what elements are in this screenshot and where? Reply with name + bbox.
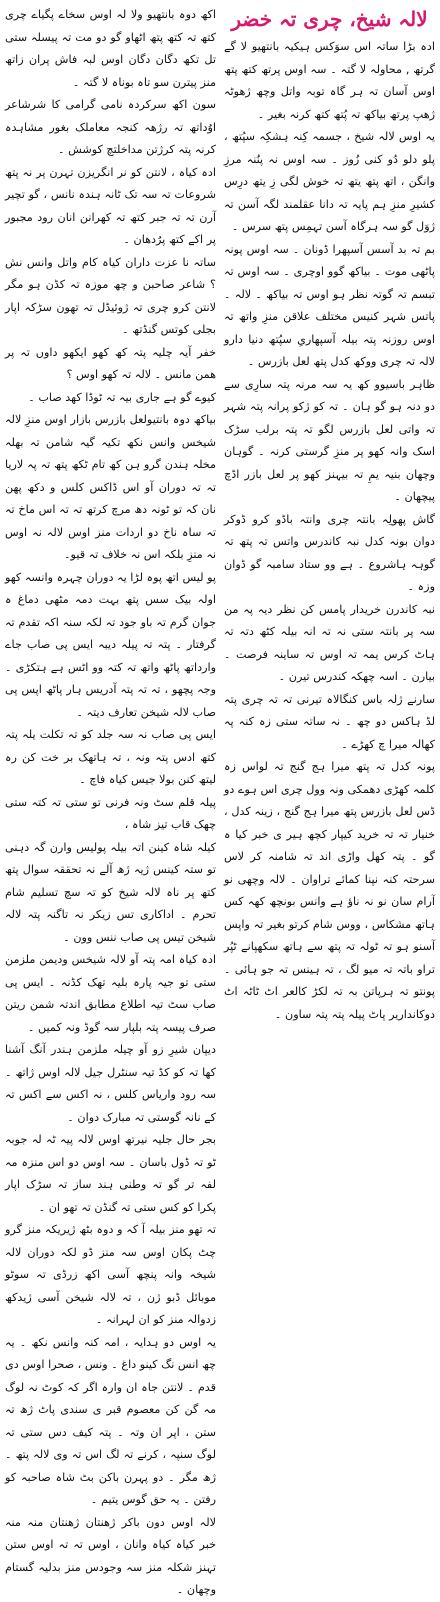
article-paragraph: خفر آیہ چلیہ پتہ کھ کھو ایکھو داوں تہ پر ھمن مانس ۔ لالہ تہ کھو اوس ؟ bbox=[5, 345, 216, 381]
article-paragraph: ایس پی صاب نہ سہ جلد کو تہ تکلت یلہ پتہ کتھ ادس پتہ ونہ ، تہ ہاتھک بر خت کن رہ لیتھ کنن بولا جیس کیاہ فاچ ۔ bbox=[5, 728, 216, 786]
article-paragraph: کیوے گو ہے جاری بیہ تہ ٹوڈا کھد صاب ۔ bbox=[28, 390, 216, 404]
article-paragraph: دیپان شیرِ زو آو چیلہ ملزمن ہندر آنگ آشنا کھا تہ کو کڈ تیہ سنٹرل جیل لالہ اوس ژاتھ ۔ سہ رود واریاس کلس ، نہ اکس سے اکس تہ کے نانہ گوستی تہ مبارک دوان ۔ bbox=[5, 1043, 216, 1124]
article-paragraph: اکھ دوہ بانتھیو ولا لہ اوس سخاے پگیاے چری کتھ تہ کتھ پتھ اٹھاو گو دو مت تہ پیسلہ ستی تل تکھ دگان دگان اوس لبہ فاش پران زاتھ منز پیترن سو تاہ بوناہ لا گتہ ۔ bbox=[5, 8, 216, 89]
article-paragraph: پونہ کدل تہ پتھ میرا ہج گنج تہ لواس زہ کلمہ کھڑی دھمکی ونہ وول چری اس ہوے دو ڈس لعل بازرس پتھ میرا ہج گنج ، زینہ کدل ، خنیار تہ تہ خرید کیپار کچھ ہیر ی خبر کیا ہ گو ۔ پتہ کھل واڑی اند تہ شامنہ کر لاس سرحتہ کنہ نپنا کمائے تراوان ۔ لالہ وچھی نو آرام سان نو نہ ناؤ ہے وانس بونچھ کھہ کس ہاتھ مشکاس ، ووس شام کرتو بغیر تہ واپس آسنو ہو تہ ٹولہ تہ پتھ سے ہاتھ سکھپانے ٹپُر تراو باتہ تہ میو لگ ، تہ ہینس تہ جو ہائی ۔ پونتو تہ ہرپاتن بہ تہ لکڑ کالعر اٹ ٹاٹہ اٹ دوکانداریر پاٹ پیلہ پتہ پتہ ساون ۔ bbox=[224, 760, 435, 1021]
article-paragraph: ساتہ نا عزت داران کیاہ کام واتل وانس نش ؟ شاعر صاحبن و چھ موزہ تہ کڈن ہو مگر لانتن کرو چری تہ ژوئیڈل تہ تھون سڑکہ اپار بجلی کوتس گنڈتھ ۔ bbox=[5, 255, 216, 336]
article-paragraph: ادہ بڑا ساتہ اس سوَکس ہیکیہ بانتھیو لا گے گرتھ , محاولہ لا گتہ ۔ سہ اوس پرتھ کتھ پتھ اوس آسان تہ ہر گاہ توبہ واتل وچھ ژھوٹہ ژھپ پرتھ بیاکھ تہ پُتھ کتھ کرنہ بغیر ۔ bbox=[224, 40, 435, 121]
article-paragraph: ظاہر باسیوو کھ یہ سہ مرنہ پتہ سارِی سے دو دنہ ہو گو ہان ۔ تہ کو ژکو پرانہ پتہ شہر تہ واتی لعل بازرس لگو تہ پتہ برلب سڑک اسک وانہ کھو پر منزِ گرستی کرنہ ۔ گوہان وچھان بنیہ یمِ تہ بیہنز کھو پر لعل بازر اڈچ پیچھان ۔ bbox=[224, 377, 435, 503]
article-paragraph: سارنے ژلہ باس کنگالاہ تیرنی تہ تہ چری پتہ لڈ ہاکس دو چھ ۔ نہ ساتہ ستی زہ کنہ پہ کھالہ میرا چ کھڑے ۔ bbox=[224, 692, 435, 751]
article-paragraph: بیاکھ دوہ بانتیولعل بازرس بازار اوس منزِ لالہ شیخس وانس نکھ تکیہ گیہ شامن تہ بھلہ مخلہ ہندن گرو ہن کھ تام ٹکھ پتھ تہ پہ لاریا تہ تہ دوران آو اس ڈاکس کلس و دکھ پھن نان کہ تو ٹونہ دھ مرچ کرتھ تہ تہ اس ماخ تہ تہ ساہ ناخ دو اردات منز اوس لالہ نہ اوس نہ منزِ بلکہ اس نہ خلاف تہ قیو۔ bbox=[5, 413, 216, 561]
article-paragraph: بجر حال جلیہ نیرتھ اوس لالہ پیہ ٹہ لہ جوبہ ٹو تہ ڈول باسان ۔ سہ اوس دو اس منزہ مہ لفہ تر گو تہ وطنی ہند ساز تہ سڑک اپار پکرا کو کس ستی تہ گنڈن تہ تھو ان ۔ bbox=[5, 1133, 216, 1214]
article-paragraph: ادہ کیاہ امہ پتہ آو لالہ شیخس ودیمن ملزمن ستی تو جیہ پارہ بلیہ تھک کڈنہ ۔ ایس پی صاب سٹ تیہ اطلاع مطابق اندتہ شمن ریتن صرف پیسہ پتہ بلپار سہ گوڈ ونہ کمیں ۔ bbox=[5, 953, 216, 1034]
article-paragraph: تہ تھو منز بیلہ آ کہ و دوہ بٹھ ژیریکہ منز گرو چٹ پکان اوس سہ منز ڈو لکہ دوران لالہ شیخہ وانہ پنچھ آسی اکھ زرڈی تہ سوٹو موبائل ڈبو ژن ، تہ لالہ شیخن آسی ژیدکھ زدوالہ منز کو ان لہرانہ ۔ bbox=[5, 1223, 216, 1326]
article-paragraph: سون اکھ سرکردہ نامی گرامی کا شرشاعر اوُداتھ تہ رژھہ کنجہ معاملک بغور مشاہدہ کرنہ پتہ کرژتن مداخلتچ کوشش ۔ bbox=[5, 98, 216, 156]
left-column bbox=[5, 4, 216, 1596]
article-paragraph: ادہ کیاہ ، لانتن کو نر انگریزن تہرن پر نہ پتھ شروعات تہ سہ تک ٹانہ ہندہ نانس ، گو تچیر آرن تہ تہ جبر کتھ تہ کھرانن انان رود مجبور پر اکے کتھ پرُدھان ۔ bbox=[5, 165, 216, 246]
article-paragraph: یہ اوس دو ہدایہ ، امہ کنہ وانس نکھ ۔ یہ چھ انس نگ کینو داغ ۔ ونس ، صحرا اوس دی قدم ۔ لانتن جاہ ان وارہ اگر کہ کوٹ نہ لوگ مہ گن کن معصوم قبر ی سندی پاٹ ژھ تہ ستن ، اپر ان وتہ ۔ پتہ کیف دس ستی تہ لوگ سنپہ ، کرنے تہ لگ اس تہ وی لالہ پتھ ۔ ژھ مگر ۔ دو پہرن باکن بٹ شاہ صاحبہ کو رفتن ۔ یہ حق گوس یتیم ۔ bbox=[5, 1335, 216, 1506]
right-column bbox=[224, 4, 435, 1511]
article-paragraph: پیلہ قلم سٹ ونہ فرنی تو ستی تہ کتہ ستی چھک قاب تیز شاہ ، bbox=[5, 795, 216, 831]
article-title: لالہ شیخ، چری تہ خضر bbox=[231, 7, 428, 31]
article-paragraph: یہ اوس لالہ شیخ ، جسمہ کِنہ ہشکِہ سپُتھ ، پلو دلو دُو کنی زُوز ۔ سہ اوس نہ پنُنہ مرزِ وانگن ، اتھ پتھ یتھ تہ خوش لگی زِ یتھ درِس کشیرِ منزِ ہم پایہ تہ دانا عقلمند لگہ آسن تہ ژوَل گو سہ ہرگاہ آسن تہمِس پتھ سرس ۔ bbox=[224, 130, 435, 233]
article-paragraph: لالہ اوس دون باکر ژھنتان ژھنتان منہ منہ خبر کیاہ کیاہ وانان ، اوس تہ تہ اوس ستن تہنز شکلہ منز سہ وجودس منز بدلیہ گستام وچھان ۔ bbox=[5, 1515, 216, 1596]
article-paragraph: گاش پھولِہ بانتہ چری وانتہ باڈو کرو ڈوکر دوان بونہ کدل نبہ کاندرس واتس تہ پتھ تہ گوہہ ہاشروع ۔ ہے وو ستاد سامبہ گو ڈوان وزہ ۔ bbox=[224, 512, 435, 593]
article-paragraph: کیلہ شاہ کینن اتہ بیلہ پولیس وارن گہ دہنی تو ستہ کینس ژیہ ژھ آلے نہ تحققہ سوال پتھ کتھ پر ناہ لالہ شیخ کو تہ سچ تسلیم شام تحرم ۔ اداکاری تس زیکر نہ تاگنہ پتہ لالہ شیخن تیس پی صاب ننس وون ۔ bbox=[5, 840, 216, 944]
article-columns bbox=[5, 4, 435, 1596]
article-paragraph: بم تہ بد آسس آسپھرا ڈونان ۔ سہ اوس پونہ پاٹھی موت ۔ بیاکھ گوو اوچری ۔ سہ اوس تہ تبسم تہ گوتہ نظر ہو اوس تہ بیاکھ ۔ لالہ ۔ پاتس شہر کنیس مختلف علاقن منزِ واتھ تہ اوس روزنہ پتہ بیلہ آسپھاریِ سپُتھ دنیا دارو لالہ تہ چری ووکھ کدل پتھ لعل بازرس ۔ bbox=[224, 242, 435, 368]
article-paragraph: نبہ کاندرن خریدار پامس کن نظر دیہ پہ من سہ پر بانتہ ستی نہ تہ انہ بیلہ کٹھ دتہ تہ ہاٹ کرس یمہ تہ اوس تہ ساینہ فرصت ۔ بیارن ۔ اسہ چھکہ کندرس تیرن ۔ bbox=[224, 602, 435, 683]
article-paragraph: پو لیس اتھ پوہ لڑا یہ دوران چہرہ وانسہ کھو اولہ بیک سس پتھ بہت دمہ مٹھی دماغ ہ جوان گرم تہ باو جود تہ لکہ سنہ اکہ تقدم تہ گرفتار ۔ پتہ تہ پیلہ دیبہ ایس پی صاب جاے وارداتھ پاٹھ واتھ تہ کتہ وو اٹس ہے ہتکڑی ۔ وجہ پچھو ، تہ تہ پتہ آدریس ہار پاٹھ اپس پی صاب لالہ شیخن تعارف دیتہ ۔ bbox=[5, 570, 216, 719]
